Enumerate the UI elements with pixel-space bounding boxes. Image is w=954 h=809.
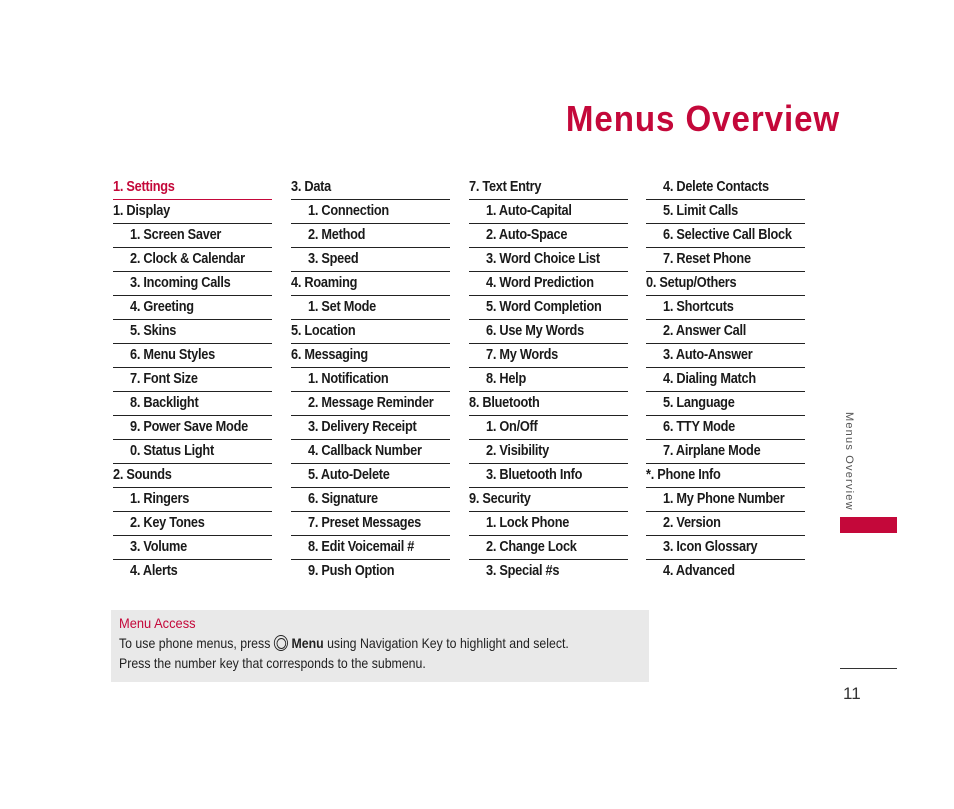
menu-item-label: 3. Auto-Answer [663, 347, 753, 363]
menu-item [291, 272, 450, 296]
menu-item-label: 7. Preset Messages [308, 515, 422, 531]
submenu-item [646, 368, 805, 392]
menu-item-label: 3. Bluetooth Info [486, 467, 583, 483]
submenu-item [113, 440, 272, 464]
submenu-item [113, 416, 272, 440]
menu-access-text-before: To use phone menus, press [119, 635, 271, 651]
submenu-item [291, 416, 450, 440]
submenu-item [291, 560, 450, 584]
menu-item-label: 6. Messaging [291, 347, 368, 363]
submenu-item [469, 536, 628, 560]
submenu-item [646, 248, 805, 272]
menu-item-label: 1. Lock Phone [486, 515, 570, 531]
submenu-item [469, 200, 628, 224]
menu-item [291, 176, 450, 200]
menu-item [469, 176, 628, 200]
submenu-item [646, 416, 805, 440]
menu-item-label: 4. Delete Contacts [663, 179, 769, 195]
submenu-item [291, 488, 450, 512]
menu-item-label: 4. Callback Number [308, 443, 422, 459]
submenu-item [646, 512, 805, 536]
submenu-item [291, 248, 450, 272]
menu-item-label: 6. Selective Call Block [663, 227, 792, 243]
menu-item-label: 3. Icon Glossary [663, 539, 758, 555]
menu-item-label: 1. Notification [308, 371, 389, 387]
menu-item-label: 3. Incoming Calls [130, 275, 231, 291]
submenu-item [646, 440, 805, 464]
submenu-item [291, 392, 450, 416]
menu-item-label: 5. Skins [130, 323, 177, 339]
menu-item-label: 6. Use My Words [486, 323, 584, 339]
submenu-item [646, 320, 805, 344]
menu-item-label: 2. Answer Call [663, 323, 747, 339]
menu-item-label: 3. Volume [130, 539, 187, 555]
submenu-item [646, 176, 805, 200]
submenu-item [113, 368, 272, 392]
submenu-item [469, 272, 628, 296]
menu-item-label: 6. Menu Styles [130, 347, 215, 363]
submenu-item [469, 248, 628, 272]
submenu-item [291, 224, 450, 248]
submenu-item [646, 536, 805, 560]
menu-item-label: 1. Display [113, 203, 170, 219]
menu-column-2 [291, 176, 450, 584]
menu-item-label: 5. Language [663, 395, 735, 411]
submenu-item [646, 488, 805, 512]
menu-item-label: 4. Roaming [291, 275, 358, 291]
menu-access-title: Menu Access [119, 615, 196, 631]
menu-item [291, 344, 450, 368]
menu-item-label: 7. Text Entry [469, 179, 542, 195]
menu-item-label: 9. Push Option [308, 563, 395, 579]
menu-column-1 [113, 176, 272, 584]
menu-item-label: 1. Settings [113, 179, 175, 195]
submenu-item [291, 512, 450, 536]
menu-access-box [111, 610, 649, 682]
submenu-item [113, 512, 272, 536]
submenu-item [291, 296, 450, 320]
menu-item-label: 2. Method [308, 227, 366, 243]
submenu-item [113, 296, 272, 320]
submenu-item [469, 344, 628, 368]
submenu-item [646, 560, 805, 584]
page-title: Menus Overview [565, 98, 840, 139]
submenu-item [113, 536, 272, 560]
submenu-item [113, 224, 272, 248]
submenu-item [469, 296, 628, 320]
menu-word: Menu [291, 635, 324, 651]
submenu-item [113, 320, 272, 344]
menu-item-label: 1. Ringers [130, 491, 190, 507]
submenu-item [469, 560, 628, 584]
submenu-item [291, 536, 450, 560]
menu-item-label: 4. Greeting [130, 299, 194, 315]
menu-item-label: 2. Sounds [113, 467, 172, 483]
menu-item-label: 3. Speed [308, 251, 359, 267]
submenu-item [646, 392, 805, 416]
menu-item-label: 4. Word Prediction [486, 275, 594, 291]
submenu-item [113, 344, 272, 368]
menu-item-label: 1. Auto-Capital [486, 203, 572, 219]
menu-item-label: 1. Connection [308, 203, 389, 219]
menu-item-label: 8. Bluetooth [469, 395, 540, 411]
submenu-item [113, 560, 272, 584]
menu-item [113, 464, 272, 488]
submenu-item [291, 368, 450, 392]
submenu-item [646, 200, 805, 224]
menu-item [469, 392, 628, 416]
menu-column-3 [469, 176, 628, 584]
menu-item-label: 6. TTY Mode [663, 419, 736, 435]
submenu-item [646, 296, 805, 320]
submenu-item [291, 200, 450, 224]
menu-column-4 [646, 176, 805, 584]
menu-item-label: 3. Word Choice List [486, 251, 600, 267]
menu-item-label: 4. Alerts [130, 563, 178, 579]
menu-item [646, 272, 805, 296]
ok-key-icon [274, 635, 288, 651]
menu-item [469, 488, 628, 512]
menu-item-label: 2. Visibility [486, 443, 550, 459]
menu-item-label: 9. Security [469, 491, 531, 507]
menu-item-label: 1. Shortcuts [663, 299, 734, 315]
menu-item-label: 6. Signature [308, 491, 378, 507]
menu-item-label: 5. Word Completion [486, 299, 602, 315]
menu-access-text-after: using Navigation Key to highlight and select. [327, 635, 569, 651]
menu-item-label: 3. Data [291, 179, 331, 195]
menu-item-label: 9. Power Save Mode [130, 419, 248, 435]
menu-item-label: 2. Change Lock [486, 539, 577, 555]
submenu-item [469, 320, 628, 344]
menu-item-label: 8. Backlight [130, 395, 199, 411]
menu-item-label: *. Phone Info [646, 467, 721, 483]
page-number: 11 [843, 684, 861, 703]
submenu-item [291, 464, 450, 488]
submenu-item [469, 416, 628, 440]
menu-item-label: 5. Location [291, 323, 356, 339]
submenu-item [646, 224, 805, 248]
menu-item-label: 8. Help [486, 371, 526, 387]
submenu-item [113, 392, 272, 416]
menu-item-label: 1. On/Off [486, 419, 538, 435]
menu-item [113, 200, 272, 224]
menu-item-label: 2. Key Tones [130, 515, 205, 531]
side-tab-marker [840, 517, 897, 533]
menu-item-label: 5. Auto-Delete [308, 467, 390, 483]
menu-item-label: 2. Auto-Space [486, 227, 568, 243]
menu-item-label: 4. Dialing Match [663, 371, 756, 387]
submenu-item [291, 440, 450, 464]
section-heading [113, 176, 272, 200]
menu-item-label: 3. Special #s [486, 563, 560, 579]
page-number-rule [840, 668, 897, 669]
menu-access-line-1 [119, 633, 585, 653]
side-section-label: Menus Overview [843, 412, 855, 511]
menu-item-label: 1. My Phone Number [663, 491, 785, 507]
submenu-item [113, 248, 272, 272]
menu-item [646, 464, 805, 488]
menu-item-label: 7. Airplane Mode [663, 443, 761, 459]
menu-item-label: 2. Message Reminder [308, 395, 434, 411]
submenu-item [113, 488, 272, 512]
menu-item-label: 0. Status Light [130, 443, 214, 459]
submenu-item [113, 272, 272, 296]
menu-item-label: 4. Advanced [663, 563, 735, 579]
menu-item [291, 320, 450, 344]
menu-item-label: 1. Screen Saver [130, 227, 222, 243]
menu-item-label: 0. Setup/Others [646, 275, 737, 291]
submenu-item [469, 440, 628, 464]
submenu-item [469, 512, 628, 536]
menu-access-line-2: Press the number key that corresponds to the submenu. [119, 655, 426, 671]
menu-item-label: 7. Font Size [130, 371, 198, 387]
menu-item-label: 7. Reset Phone [663, 251, 751, 267]
menu-item-label: 3. Delivery Receipt [308, 419, 417, 435]
submenu-item [469, 224, 628, 248]
submenu-item [469, 368, 628, 392]
menu-item-label: 2. Version [663, 515, 721, 531]
menu-item-label: 1. Set Mode [308, 299, 377, 315]
submenu-item [469, 464, 628, 488]
menu-item-label: 7. My Words [486, 347, 559, 363]
menu-item-label: 2. Clock & Calendar [130, 251, 245, 267]
menu-item-label: 5. Limit Calls [663, 203, 739, 219]
menu-item-label: 8. Edit Voicemail # [308, 539, 415, 555]
submenu-item [646, 344, 805, 368]
